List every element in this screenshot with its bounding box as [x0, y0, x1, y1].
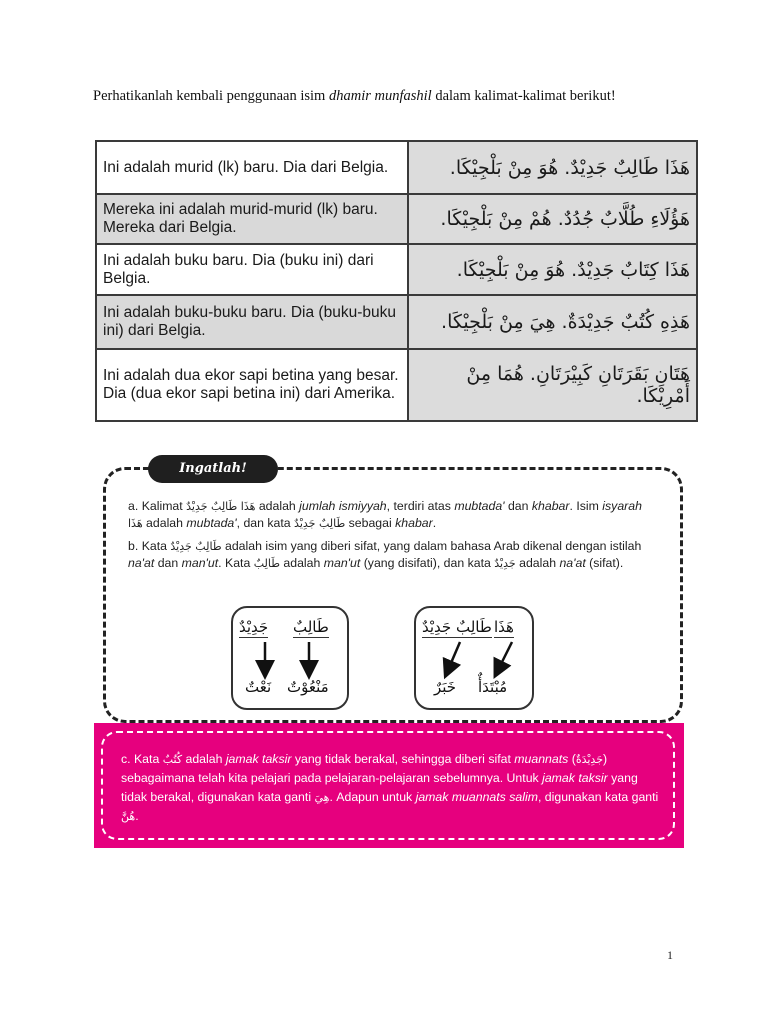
arabic-inline: طَالِبٌ جَدِيْدٌ [294, 517, 346, 530]
term: na'at [559, 556, 586, 570]
text: Kalimat [141, 499, 187, 513]
arabic-inline: هُنَّ [121, 810, 136, 823]
term: jamak muannats salim [415, 790, 538, 804]
text: (yang disifati), dan kata [360, 556, 495, 570]
text: adalah [142, 516, 187, 530]
text: adalah [279, 556, 324, 570]
example-row [96, 295, 697, 349]
text: , digunakan kata ganti [537, 790, 659, 804]
mubtada-khabar-diagram [414, 606, 534, 710]
term: mubtada' [454, 499, 505, 513]
term: man'ut [323, 556, 361, 570]
examples-table [95, 140, 698, 422]
text: adalah [515, 556, 560, 570]
text: dan [504, 499, 532, 513]
text: c. Kata [121, 752, 163, 766]
arabic-inline: كُتُبٌ [162, 753, 183, 766]
point-c [121, 750, 661, 826]
point-b [128, 538, 658, 572]
arabic-text: هَذَا طَالِبٌ جَدِيْدٌ. هُوَ مِنْ بَلْجِيْكَا. [408, 141, 697, 194]
naat-label: نَعْتٌ [245, 678, 272, 696]
arabic-text: هَذَا كِتَابٌ جَدِيْدٌ. هُوَ مِنْ بَلْجِيْكَا. [408, 244, 697, 295]
khabar-label: خَبَرٌ [434, 678, 457, 696]
term: muannats [514, 752, 569, 766]
indonesian-text: Ini adalah dua ekor sapi betina yang besar. Dia (dua ekor sapi betina ini) dari Amerika. [96, 349, 408, 421]
indonesian-text: Ini adalah buku baru. Dia (buku ini) dari Belgia. [96, 244, 408, 295]
intro-text-1: Perhatikanlah kembali penggunaan isim [93, 88, 329, 104]
text: yang tidak berakal, digunakan kata ganti [121, 771, 638, 804]
intro-text-2: dalam kalimat-kalimat berikut! [431, 88, 616, 104]
page-number: 1 [667, 948, 673, 962]
arabic-inline: طَالِبٌ جَدِيْدٌ [170, 540, 222, 553]
text: adalah [182, 752, 226, 766]
text: (sifat). [585, 556, 624, 570]
text: . Adapun untuk [329, 790, 416, 804]
indonesian-text: Ini adalah murid (lk) baru. Dia dari Belgia. [96, 141, 408, 194]
term: khabar [531, 499, 570, 513]
example-row [96, 194, 697, 244]
text: ) sebagaimana telah kita pelajari pada pelajaran-pelajaran sebelumnya. Untuk [121, 752, 608, 785]
term: isyarah [602, 499, 642, 513]
naat-manut-diagram [231, 606, 349, 710]
text: dan [154, 556, 182, 570]
point-a [128, 498, 658, 532]
text: adalah isim yang diberi sifat, yang dalam bahasa Arab dikenal dengan istilah [221, 539, 642, 553]
arabic-inline: هَذَا [128, 517, 143, 530]
arabic-inline: جَدِيْدٌ [494, 557, 516, 570]
mubtada-label: مُبْتَدَأٌ [478, 678, 508, 696]
term: mubtada' [186, 516, 237, 530]
arabic-text: هَؤُلَاءِ طُلَّابٌ جُدُدٌ. هُمْ مِنْ بَلْجِيْكَا. [408, 194, 697, 244]
example-row [96, 244, 697, 295]
arabic-inline: جَدِيْدَةٌ [575, 753, 604, 766]
point-marker: a. [128, 499, 139, 513]
manut-label: مَنْعُوْتٌ [287, 678, 329, 696]
example-row [96, 349, 697, 421]
text: sebagai [345, 516, 396, 530]
text: Kata [141, 539, 171, 553]
naat-word: جَدِيْدٌ [239, 618, 269, 636]
text: adalah [255, 499, 300, 513]
term: jumlah ismiyyah [299, 499, 387, 513]
arabic-inline: هِيَ [314, 791, 330, 804]
text: . [432, 516, 437, 530]
example-row [96, 141, 697, 194]
term: man'ut [181, 556, 219, 570]
term: jamak taksir [542, 771, 608, 785]
indonesian-text: Ini adalah buku-buku baru. Dia (buku-buku ini) dari Belgia. [96, 295, 408, 349]
remember-badge: Ingatlah! [148, 455, 278, 483]
text: yang tidak berakal, sehingga diberi sifat [291, 752, 515, 766]
intro-term: dhamir munfashil [328, 88, 432, 104]
text: , dan kata [236, 516, 295, 530]
mubtada-word: هَذَا [494, 618, 514, 636]
text: . Isim [569, 499, 603, 513]
text: , terdiri atas [386, 499, 455, 513]
term: jamak taksir [225, 752, 292, 766]
arabic-text: هَتَانِ بَقَرَتَانِ كَبِيْرَتَانِ. هُمَا مِنْ أَمْرِيْكَا. [408, 349, 697, 421]
text: ( [568, 752, 576, 766]
term: na'at [128, 556, 155, 570]
arabic-inline: هَذَا طَالِبٌ جَدِيْدٌ [186, 500, 256, 513]
indonesian-text: Mereka ini adalah murid-murid (lk) baru. Mereka dari Belgia. [96, 194, 408, 244]
text: . [135, 809, 139, 823]
term: khabar [395, 516, 433, 530]
text: . Kata [218, 556, 254, 570]
khabar-word: طَالِبٌ جَدِيْدٌ [422, 618, 492, 636]
intro-sentence [93, 88, 616, 105]
arabic-inline: طَالِبٌ [253, 557, 280, 570]
manut-word: طَالِبٌ [293, 618, 329, 636]
point-marker: b. [128, 539, 139, 553]
arabic-text: هَذِهِ كُتُبٌ جَدِيْدَةٌ. هِيَ مِنْ بَلْجِيْكَا. [408, 295, 697, 349]
